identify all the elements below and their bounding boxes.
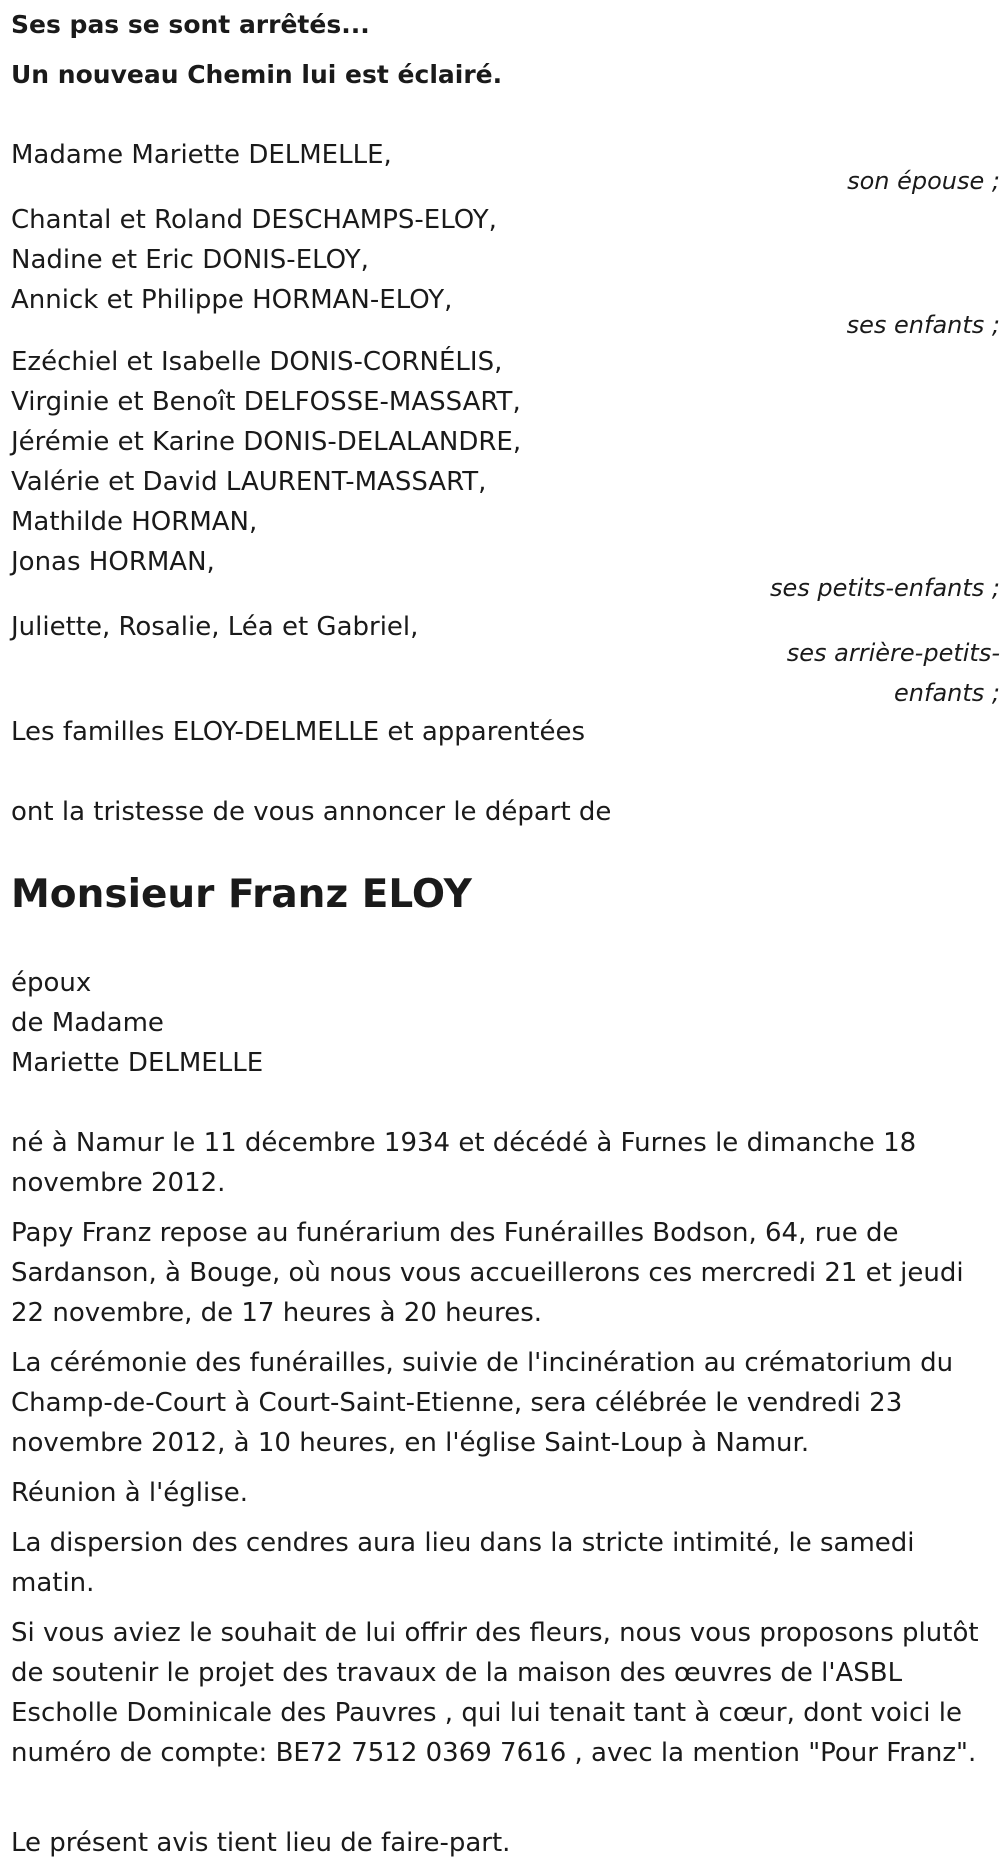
spouse-of-line: de Madame: [11, 1008, 164, 1038]
spouse-of-line: Mariette DELMELLE: [11, 1048, 264, 1078]
flowers-paragraph: Si vous aviez le souhait de lui offrir des fleurs, nous vous proposons plutôt de soutenir le projet des travaux de la maison des œuvres de l'ASBL Escholle Dominicale des Pauvres , qui lui tenait tant à cœur, dont voici le numéro de compte: BE72 7512 0369 7616 , avec la mention "Pour Franz".: [11, 1618, 979, 1768]
grandchild-name: Jérémie et Karine DONIS-DELALANDRE,: [11, 427, 522, 457]
closing-paragraph: Le présent avis tient lieu de faire-part.: [11, 1828, 511, 1858]
reunion-paragraph: Réunion à l'église.: [11, 1478, 249, 1508]
child-name: Chantal et Roland DESCHAMPS-ELOY,: [11, 205, 497, 235]
announcement: ont la tristesse de vous annoncer le départ de: [11, 797, 612, 827]
spouse-of-line: époux: [11, 968, 92, 998]
birth-death-paragraph: né à Namur le 11 décembre 1934 et décédé à Furnes le dimanche 18 novembre 2012.: [11, 1128, 917, 1198]
child-name: Annick et Philippe HORMAN-ELOY,: [11, 285, 453, 315]
grandchildren-relation: ses petits-enfants ;: [769, 574, 1000, 602]
funerarium-paragraph: Papy Franz repose au funérarium des Funérailles Bodson, 64, rue de Sardanson, à Bouge, où nous vous accueillerons ces mercredi 21 et jeudi 22 novembre, de 17 heures à 20 heures.: [11, 1218, 964, 1328]
grandchild-name: Ezéchiel et Isabelle DONIS-CORNÉLIS,: [11, 347, 503, 377]
grandchild-name: Mathilde HORMAN,: [11, 507, 258, 537]
deceased-name: Monsieur Franz ELOY: [11, 872, 472, 917]
child-name: Nadine et Eric DONIS-ELOY,: [11, 245, 369, 275]
ashes-paragraph: La dispersion des cendres aura lieu dans la stricte intimité, le samedi matin.: [11, 1528, 915, 1598]
header-line-2: Un nouveau Chemin lui est éclairé.: [11, 60, 503, 89]
families: Les familles ELOY-DELMELLE et apparentées: [11, 717, 586, 747]
header-line-1: Ses pas se sont arrêtés...: [11, 10, 370, 39]
grandchild-name: Virginie et Benoît DELFOSSE-MASSART,: [11, 387, 521, 417]
great-grandchildren-names: Juliette, Rosalie, Léa et Gabriel,: [11, 612, 419, 642]
spouse-relation: son épouse ;: [847, 167, 1000, 195]
great-grandchildren-relation-line-2: enfants ;: [894, 679, 1000, 707]
grandchild-name: Jonas HORMAN,: [11, 547, 215, 577]
ceremony-paragraph: La cérémonie des funérailles, suivie de l'incinération au crématorium du Champ-de-Court à Court-Saint-Etienne, sera célébrée le vendredi 23 novembre 2012, à 10 heures, en l'église Saint-Loup à Namur.: [11, 1348, 954, 1458]
spouse-name: Madame Mariette DELMELLE,: [11, 140, 392, 170]
great-grandchildren-relation-line-1: ses arrière-petits-: [786, 639, 1000, 667]
grandchild-name: Valérie et David LAURENT-MASSART,: [11, 467, 487, 497]
children-relation: ses enfants ;: [846, 311, 1000, 339]
